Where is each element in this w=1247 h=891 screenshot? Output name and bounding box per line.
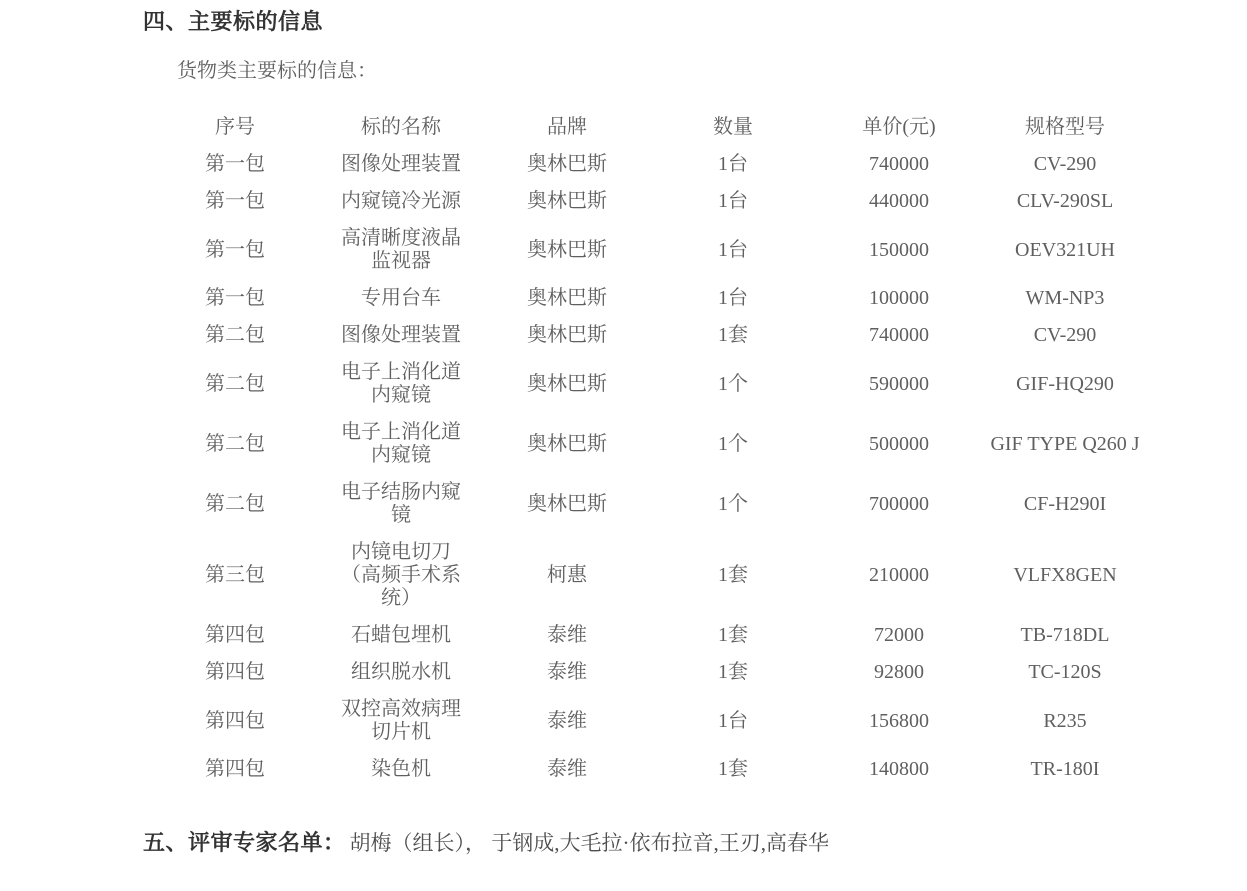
section5-title: 五、评审专家名单：	[143, 830, 346, 855]
cell-text: 电子上消化道内窥镜	[341, 421, 461, 466]
cell-text: 1套	[718, 624, 748, 646]
section4-title: 四、主要标的信息	[143, 9, 324, 34]
table-cell	[982, 354, 1148, 414]
cell-text: 1套	[718, 564, 748, 586]
table-cell	[816, 146, 982, 183]
cell-text: 100000	[869, 287, 929, 309]
table-row	[152, 146, 1148, 183]
table-cell	[650, 146, 816, 183]
table-cell	[650, 220, 816, 280]
table-row	[152, 534, 1148, 617]
table-cell	[650, 691, 816, 751]
cell-text: 泰维	[547, 624, 587, 646]
table-cell	[152, 354, 318, 414]
table-cell	[650, 183, 816, 220]
table-cell	[650, 354, 816, 414]
cell-text: 第四包	[205, 709, 265, 732]
table-cell	[816, 183, 982, 220]
table-cell	[982, 414, 1148, 474]
table-cell	[152, 654, 318, 691]
table-cell	[318, 280, 484, 317]
cell-text: GIF TYPE Q260 J	[990, 432, 1140, 455]
cell-text: 第四包	[205, 758, 265, 780]
table-cell	[982, 317, 1148, 354]
table-cell	[152, 751, 318, 788]
table-cell	[982, 691, 1148, 751]
table-row	[152, 183, 1148, 220]
cell-text: 第二包	[205, 372, 265, 395]
table-cell	[650, 414, 816, 474]
cell-text: 奥林巴斯	[527, 287, 607, 309]
table-cell	[650, 751, 816, 788]
cell-text: 第四包	[205, 624, 265, 646]
table-cell	[650, 280, 816, 317]
cell-text: 500000	[869, 432, 929, 455]
table-cell	[484, 691, 650, 751]
table-cell	[318, 354, 484, 414]
cell-text: 1台	[718, 287, 748, 309]
cell-text: 第二包	[205, 432, 265, 455]
table-cell	[318, 654, 484, 691]
cell-text: 1台	[718, 238, 748, 261]
table-cell	[484, 183, 650, 220]
table-cell	[152, 317, 318, 354]
table-cell	[152, 146, 318, 183]
table-cell	[152, 183, 318, 220]
cell-text: 奥林巴斯	[527, 324, 607, 346]
table-cell	[318, 220, 484, 280]
cell-text: 图像处理装置	[341, 153, 461, 175]
cell-text: CV-290	[1033, 153, 1097, 175]
table-cell	[152, 220, 318, 280]
cell-text: 第一包	[205, 238, 265, 261]
cell-text: 内镜电切刀（高频手术系统）	[341, 541, 461, 609]
cell-text: 1台	[718, 153, 748, 175]
table-row	[152, 474, 1148, 534]
table-row	[152, 220, 1148, 280]
table-cell	[816, 474, 982, 534]
table-row	[152, 317, 1148, 354]
table-cell	[152, 617, 318, 654]
cell-text: 染色机	[371, 758, 431, 780]
cell-text: 双控高效病理切片机	[341, 698, 461, 743]
table-cell	[650, 317, 816, 354]
cell-text: 第一包	[205, 190, 265, 212]
goods-table	[152, 109, 1148, 788]
table-cell	[816, 534, 982, 617]
cell-text: 柯惠	[547, 564, 587, 586]
cell-text: 第二包	[205, 324, 265, 346]
table-cell	[816, 317, 982, 354]
table-cell	[982, 280, 1148, 317]
table-row	[152, 414, 1148, 474]
table-cell	[982, 617, 1148, 654]
expert-names: 胡梅（组长）， 于钢成,大毛拉·依布拉音,王刃,高春华	[349, 831, 830, 855]
table-cell	[484, 317, 650, 354]
table-cell	[318, 414, 484, 474]
table-cell	[318, 617, 484, 654]
table-cell	[484, 474, 650, 534]
table-row	[152, 751, 1148, 788]
table-cell	[484, 354, 650, 414]
document-page	[0, 10, 1247, 857]
table-row	[152, 617, 1148, 654]
cell-text: 156800	[869, 709, 929, 732]
cell-text: 奥林巴斯	[527, 492, 607, 515]
cell-text: 图像处理装置	[341, 324, 461, 346]
cell-text: 奥林巴斯	[527, 238, 607, 261]
table-cell	[318, 534, 484, 617]
cell-text: 第一包	[205, 287, 265, 309]
table-row	[152, 280, 1148, 317]
cell-text: 700000	[869, 492, 929, 515]
table-cell	[318, 751, 484, 788]
table-cell	[484, 617, 650, 654]
table-cell	[152, 534, 318, 617]
table-cell	[318, 691, 484, 751]
table-cell	[982, 751, 1148, 788]
section5-line	[143, 826, 1247, 857]
table-cell	[816, 354, 982, 414]
table-cell	[650, 474, 816, 534]
cell-text: 奥林巴斯	[527, 190, 607, 212]
cell-text: 1套	[718, 758, 748, 780]
table-row	[152, 654, 1148, 691]
column-header: 标的名称	[361, 116, 441, 138]
table-cell	[650, 617, 816, 654]
cell-text: 高清晰度液晶监视器	[341, 227, 461, 272]
goods-intro-text: 货物类主要标的信息：	[177, 60, 377, 82]
table-cell	[318, 317, 484, 354]
table-cell	[816, 654, 982, 691]
table-cell	[816, 220, 982, 280]
table-cell	[982, 474, 1148, 534]
cell-text: 210000	[869, 564, 929, 586]
cell-text: 72000	[874, 624, 924, 646]
cell-text: TC-120S	[1028, 661, 1102, 683]
cell-text: 第四包	[205, 661, 265, 683]
cell-text: 电子结肠内窥镜	[341, 481, 461, 526]
cell-text: 第三包	[205, 564, 265, 586]
cell-text: CF-H290I	[1023, 492, 1107, 515]
cell-text: CLV-290SL	[1016, 190, 1114, 212]
table-cell	[152, 280, 318, 317]
table-cell	[982, 146, 1148, 183]
cell-text: TR-180I	[1030, 758, 1100, 780]
table-cell	[484, 751, 650, 788]
cell-text: 内窥镜冷光源	[341, 190, 461, 212]
cell-text: WM-NP3	[1025, 287, 1105, 309]
table-row	[152, 691, 1148, 751]
table-cell	[318, 183, 484, 220]
table-cell	[484, 534, 650, 617]
table-cell	[816, 617, 982, 654]
column-header: 序号	[215, 116, 255, 138]
cell-text: 92800	[874, 661, 924, 683]
cell-text: 泰维	[547, 661, 587, 683]
header-row	[152, 109, 1148, 146]
cell-text: 组织脱水机	[351, 661, 451, 683]
cell-text: 泰维	[547, 758, 587, 780]
cell-text: 奥林巴斯	[527, 153, 607, 175]
goods-table-body	[152, 146, 1148, 788]
cell-text: 1个	[718, 492, 748, 515]
cell-text: 1台	[718, 190, 748, 212]
column-header: 单价(元)	[862, 116, 936, 138]
cell-text: OEV321UH	[1015, 238, 1115, 261]
cell-text: R235	[1043, 709, 1087, 732]
table-cell	[982, 534, 1148, 617]
table-cell	[484, 414, 650, 474]
table-cell	[816, 280, 982, 317]
cell-text: 第二包	[205, 492, 265, 515]
cell-text: GIF-HQ290	[1016, 372, 1114, 395]
table-cell	[152, 691, 318, 751]
cell-text: 奥林巴斯	[527, 372, 607, 395]
table-cell	[484, 220, 650, 280]
table-cell	[318, 146, 484, 183]
column-header: 数量	[713, 116, 753, 138]
table-cell	[982, 654, 1148, 691]
cell-text: 1台	[718, 709, 748, 732]
table-cell	[816, 751, 982, 788]
table-cell	[982, 220, 1148, 280]
table-cell	[484, 280, 650, 317]
cell-text: 奥林巴斯	[527, 432, 607, 455]
column-header: 品牌	[547, 116, 587, 138]
table-cell	[318, 474, 484, 534]
cell-text: 1套	[718, 661, 748, 683]
cell-text: CV-290	[1033, 324, 1097, 346]
cell-text: 1个	[718, 432, 748, 455]
cell-text: VLFX8GEN	[1013, 564, 1117, 586]
cell-text: 1个	[718, 372, 748, 395]
cell-text: 1套	[718, 324, 748, 346]
cell-text: 第一包	[205, 153, 265, 175]
table-cell	[982, 183, 1148, 220]
table-cell	[484, 654, 650, 691]
table-cell	[152, 414, 318, 474]
cell-text: TB-718DL	[1020, 624, 1110, 646]
table-cell	[484, 146, 650, 183]
cell-text: 740000	[869, 153, 929, 175]
cell-text: 石蜡包埋机	[351, 624, 451, 646]
column-header: 规格型号	[1025, 116, 1105, 138]
cell-text: 150000	[869, 238, 929, 261]
table-cell	[650, 654, 816, 691]
table-cell	[816, 691, 982, 751]
cell-text: 140800	[869, 758, 929, 780]
cell-text: 740000	[869, 324, 929, 346]
table-cell	[152, 474, 318, 534]
cell-text: 电子上消化道内窥镜	[341, 361, 461, 406]
cell-text: 泰维	[547, 709, 587, 732]
table-row	[152, 354, 1148, 414]
table-cell	[650, 534, 816, 617]
cell-text: 440000	[869, 190, 929, 212]
cell-text: 专用台车	[361, 287, 441, 309]
table-cell	[816, 414, 982, 474]
goods-table-head	[152, 109, 1148, 146]
cell-text: 590000	[869, 372, 929, 395]
